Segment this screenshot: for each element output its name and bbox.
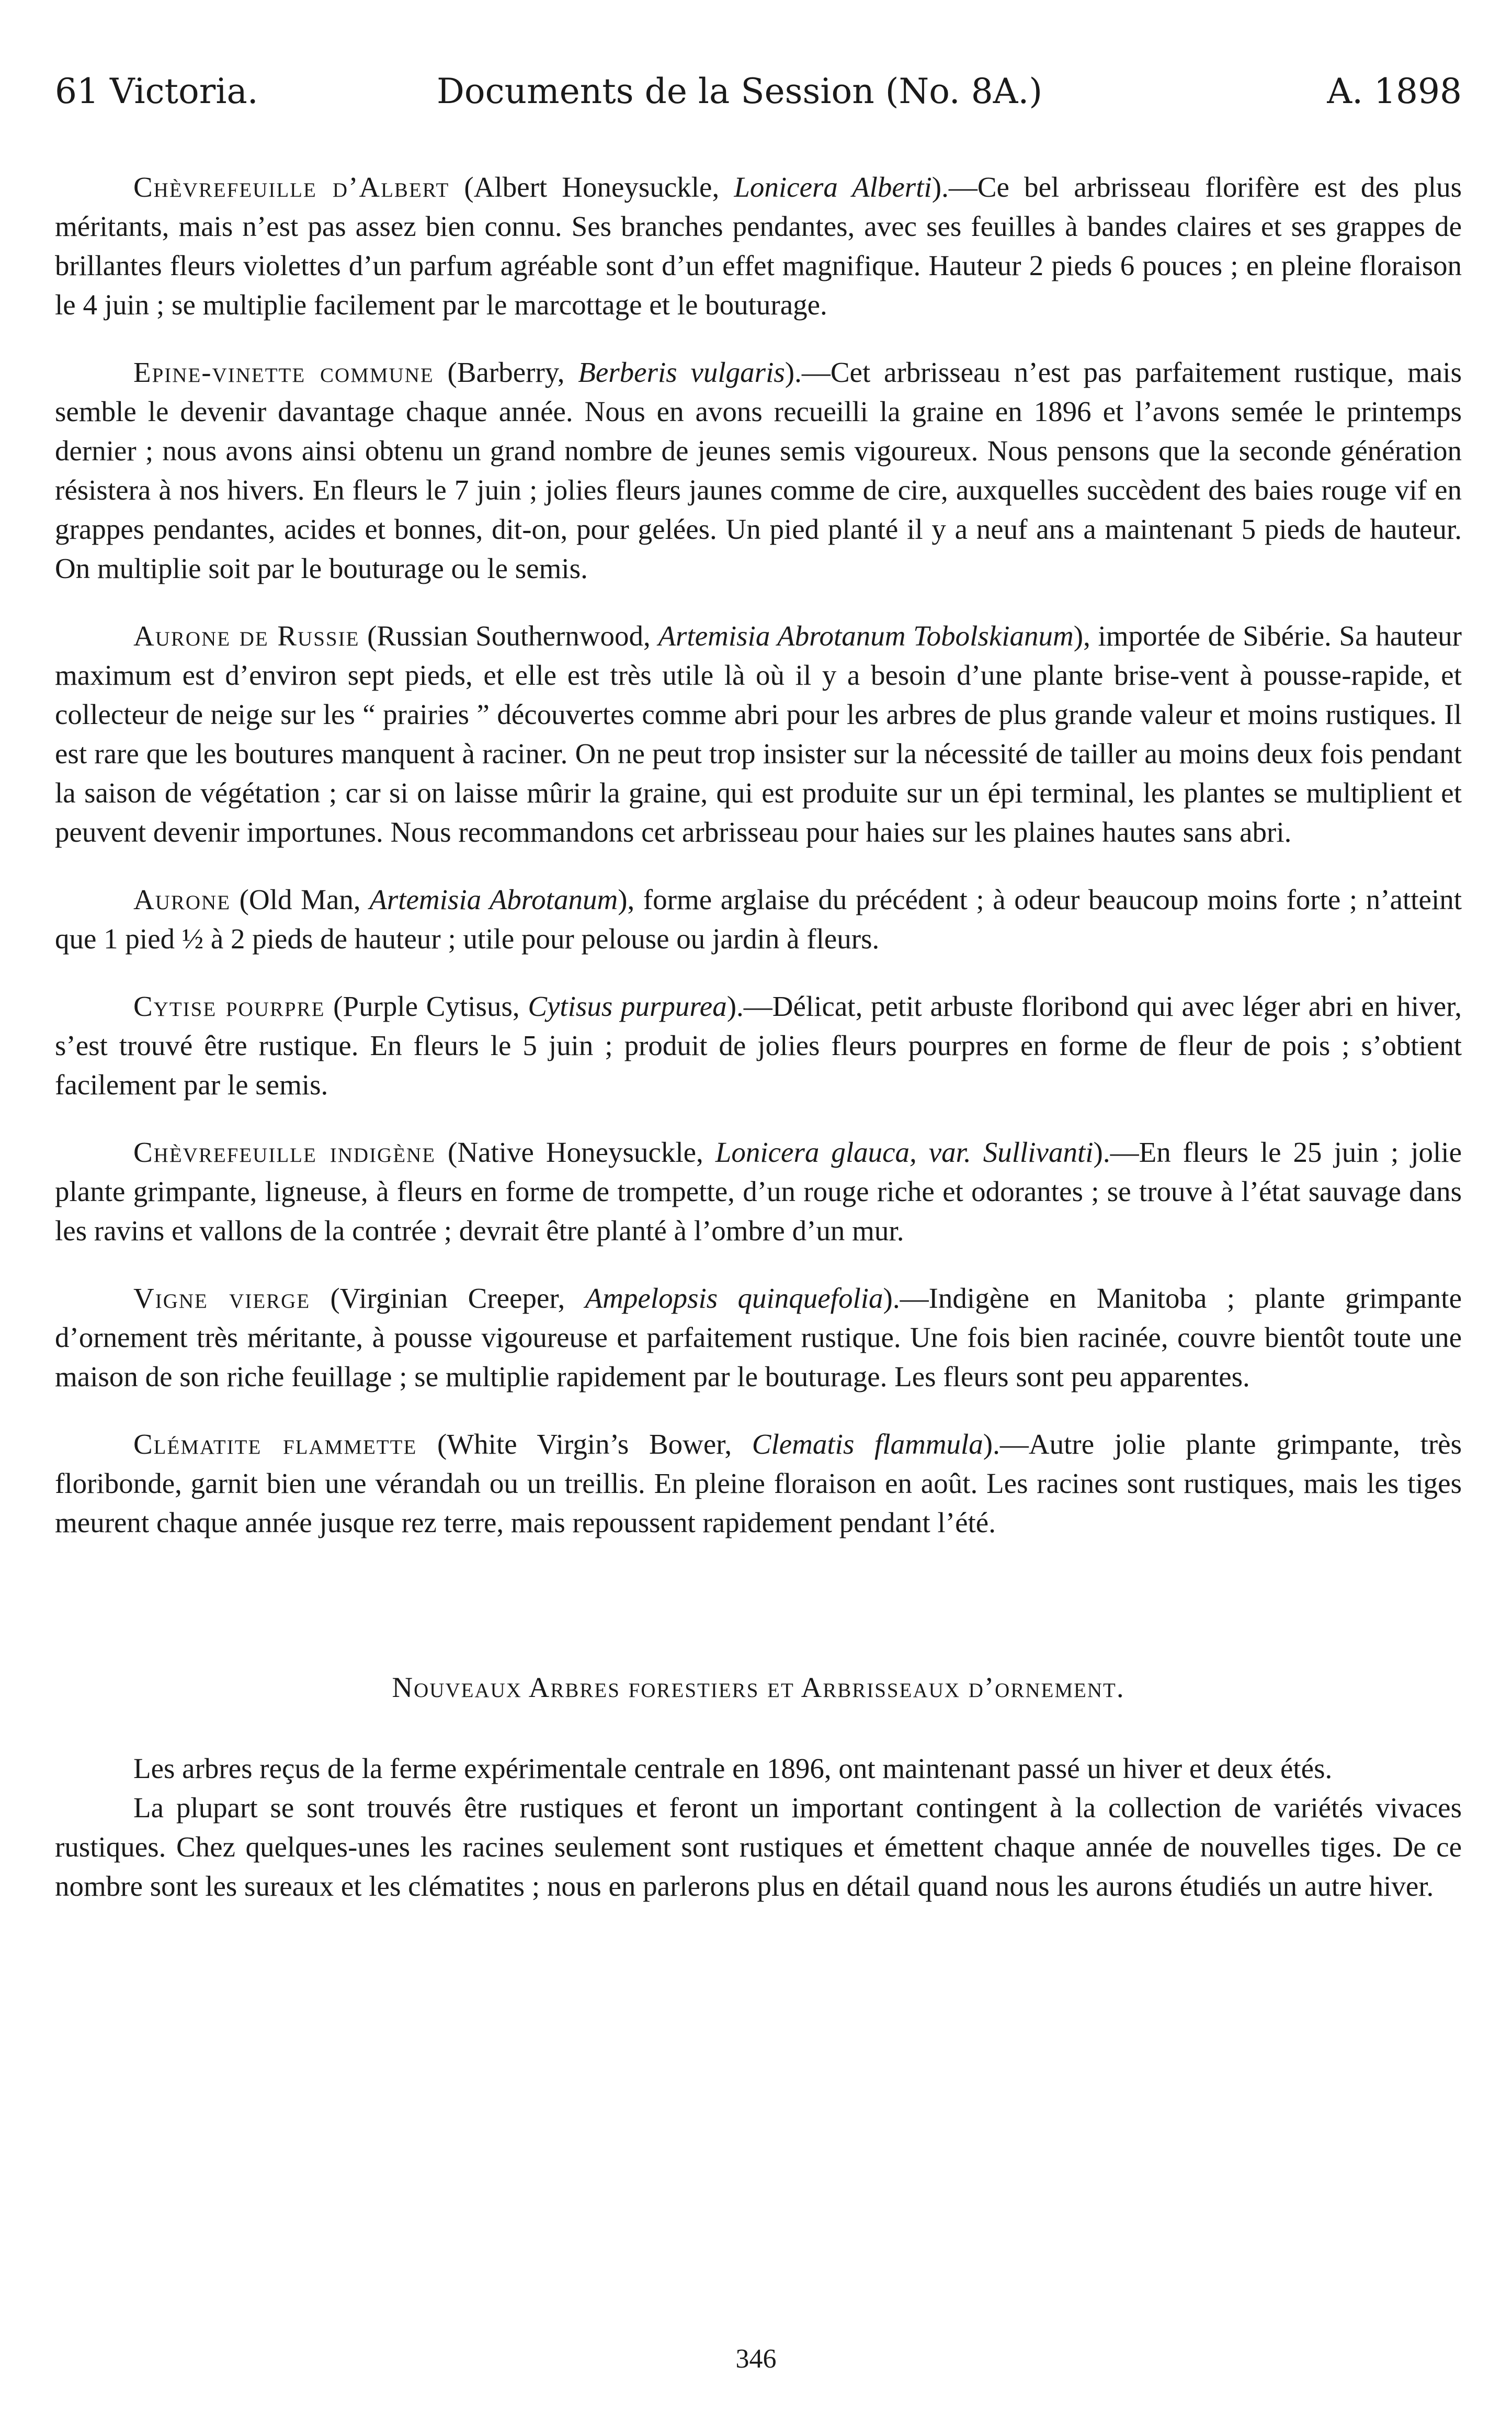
common-name: (Albert Honeysuckle, [449,171,734,203]
latin-name: Cytisus purpurea [528,990,727,1022]
plant-name: Clématite flammette [133,1428,417,1460]
entry-text: —Ce bel arbrisseau florifère est des plus méritants, mais n’est pas assez bien connu. Ses branches pendantes, avec ses feuilles à bandes claires et ses grappes de brillantes fleurs violettes d’un parfum agréable sont d’un effet magnifique. Hauteur 2 pieds 6 pouces ; en pleine floraison le 4 juin ; se multiplie facilement par le marcottage et le bouturage. [55,171,1462,321]
latin-name: Artemisia Abrotanum [369,884,618,915]
entry-text: —En fleurs le 25 juin ; jolie plante grimpante, ligneuse, à fleurs en forme de trompette, d’un rouge riche et odorantes ; se trouve à l’état sauvage dans les ravins et vallons de la contrée ; devrait être planté à l’ombre d’un mur. [55,1136,1462,1247]
plant-name: Chèvrefeuille d’Albert [133,171,450,203]
latin-name: Ampelopsis quinquefolia [585,1282,883,1314]
common-name: (Purple Cytisus, [325,990,528,1022]
plant-name: Chèvrefeuille indigène [133,1136,436,1168]
latin-close: ). [983,1428,1000,1460]
plant-name: Aurone [133,884,231,915]
section-paragraph: La plupart se sont trouvés être rustiques et feront un important contingent à la collection de variétés vivaces rustiques. Chez quelques-unes les racines seulement sont rustiques et émettent chaque année de nouvelles tiges. De ce nombre sont les sureaux et les clématites ; nous en parlerons plus en détail quand nous les aurons étudiés un autre hiver. [55,1792,1462,1902]
latin-name: Berberis vulgaris [578,356,785,388]
header-year: A. 1898 [1327,71,1462,111]
entry-text: —Cet arbrisseau n’est pas parfaitement rustique, mais semble le devenir davantage chaque année. Nous en avons recueilli la graine en 1896 et l’avons semée le printemps dernier ; nous avons ainsi obtenu un grand nombre de jeunes semis vigoureux. Nous pensons que la seconde génération résistera à nos hivers. En fleurs le 7 juin ; jolies fleurs jaunes comme de cire, auxquelles succèdent des baies rouge vif en grappes pendantes, acides et bonnes, dit-on, pour gelées. Un pied planté il y a neuf ans a maintenant 5 pieds de hauteur. On multiplie soit par le bouturage ou le semis. [55,356,1462,584]
latin-name: Lonicera Alberti [734,171,932,203]
common-name: (Native Honeysuckle, [436,1136,715,1168]
common-name: (Virginian Creeper, [310,1282,585,1314]
latin-close: ), [1073,620,1090,652]
plant-entry [55,880,1462,958]
plant-entry [55,987,1462,1104]
latin-name: Artemisia Abrotanum Tobolskianum [658,620,1074,652]
entry-text: —Indigène en Manitoba ; plante grimpante d’ornement très méritante, à pousse vigoureuse et parfaitement rustique. Une fois bien racinée, couvre bientôt toute une maison de son riche feuillage ; se multiplie rapidement par le bouturage. Les fleurs sont peu apparentes. [55,1282,1462,1393]
latin-close: ). [883,1282,900,1314]
plant-entry [55,167,1462,324]
plant-entry [55,1278,1462,1396]
header-title: Documents de la Session (No. 8A.) [437,71,1043,111]
page-body [55,167,1462,1906]
entry-text: —Autre jolie plante grimpante, très floribonde, garnit bien une vérandah ou un treillis. En pleine floraison en août. Les racines sont rustiques, mais les tiges meurent chaque année jusque rez terre, mais repoussent rapidement pendant l’été. [55,1428,1462,1538]
latin-close: ). [785,356,802,388]
latin-close: ). [726,990,744,1022]
header-volume: 61 Victoria. [55,71,258,111]
latin-name: Clematis flammula [752,1428,983,1460]
running-header [55,60,1462,123]
latin-close: ), [618,884,635,915]
plant-entry [55,1133,1462,1250]
latin-close: ). [1093,1136,1110,1168]
entry-text: —Délicat, petit arbuste floribond qui avec léger abri en hiver, s’est trouvé être rustique. En fleurs le 5 juin ; produit de jolies fleurs pourpres en forme de fleur de pois ; s’obtient facilement par le semis. [55,990,1462,1101]
plant-entry [55,616,1462,852]
plant-name: Aurone de Russie [133,620,360,652]
section-paragraph: Les arbres reçus de la ferme expérimentale centrale en 1896, ont maintenant passé un hiver et deux étés. [133,1752,1333,1784]
plant-name: Epine-vinette commune [133,356,434,388]
latin-name: Lonicera glauca, var. Sullivanti [715,1136,1094,1168]
common-name: (Old Man, [231,884,370,915]
section-heading: Nouveaux Arbres forestiers et Arbrisseaux d’ornement. [392,1671,1125,1703]
common-name: (White Virgin’s Bower, [417,1428,752,1460]
latin-close: ). [931,171,949,203]
common-name: (Barberry, [434,356,578,388]
plant-name: Cytise pourpre [133,990,325,1022]
plant-name: Vigne vierge [133,1282,311,1314]
plant-entry [55,353,1462,588]
common-name: (Russian Southernwood, [359,620,658,652]
plant-entry [55,1424,1462,1542]
entry-text: forme arglaise du précédent ; à odeur beaucoup moins forte ; n’atteint que 1 pied ½ à 2 pieds de hauteur ; utile pour pelouse ou jardin à fleurs. [55,884,1462,955]
page-number: 346 [735,2344,777,2374]
entry-text: importée de Sibérie. Sa hauteur maximum est d’environ sept pieds, et elle est très utile là où il y a besoin d’une plante brise-vent à pousse-rapide, et collecteur de neige sur les “ prairies ” découvertes comme abri pour les arbres de plus grande valeur et moins rustiques. Il est rare que les boutures manquent à raciner. On ne peut trop insister sur la nécessité de tailler au moins deux fois pendant la saison de végétation ; car si on laisse mûrir la graine, qui est produite sur un épi terminal, les plantes se multiplient et peuvent devenir importunes. Nous recommandons cet arbrisseau pour haies sur les plaines hautes sans abri. [55,620,1462,848]
